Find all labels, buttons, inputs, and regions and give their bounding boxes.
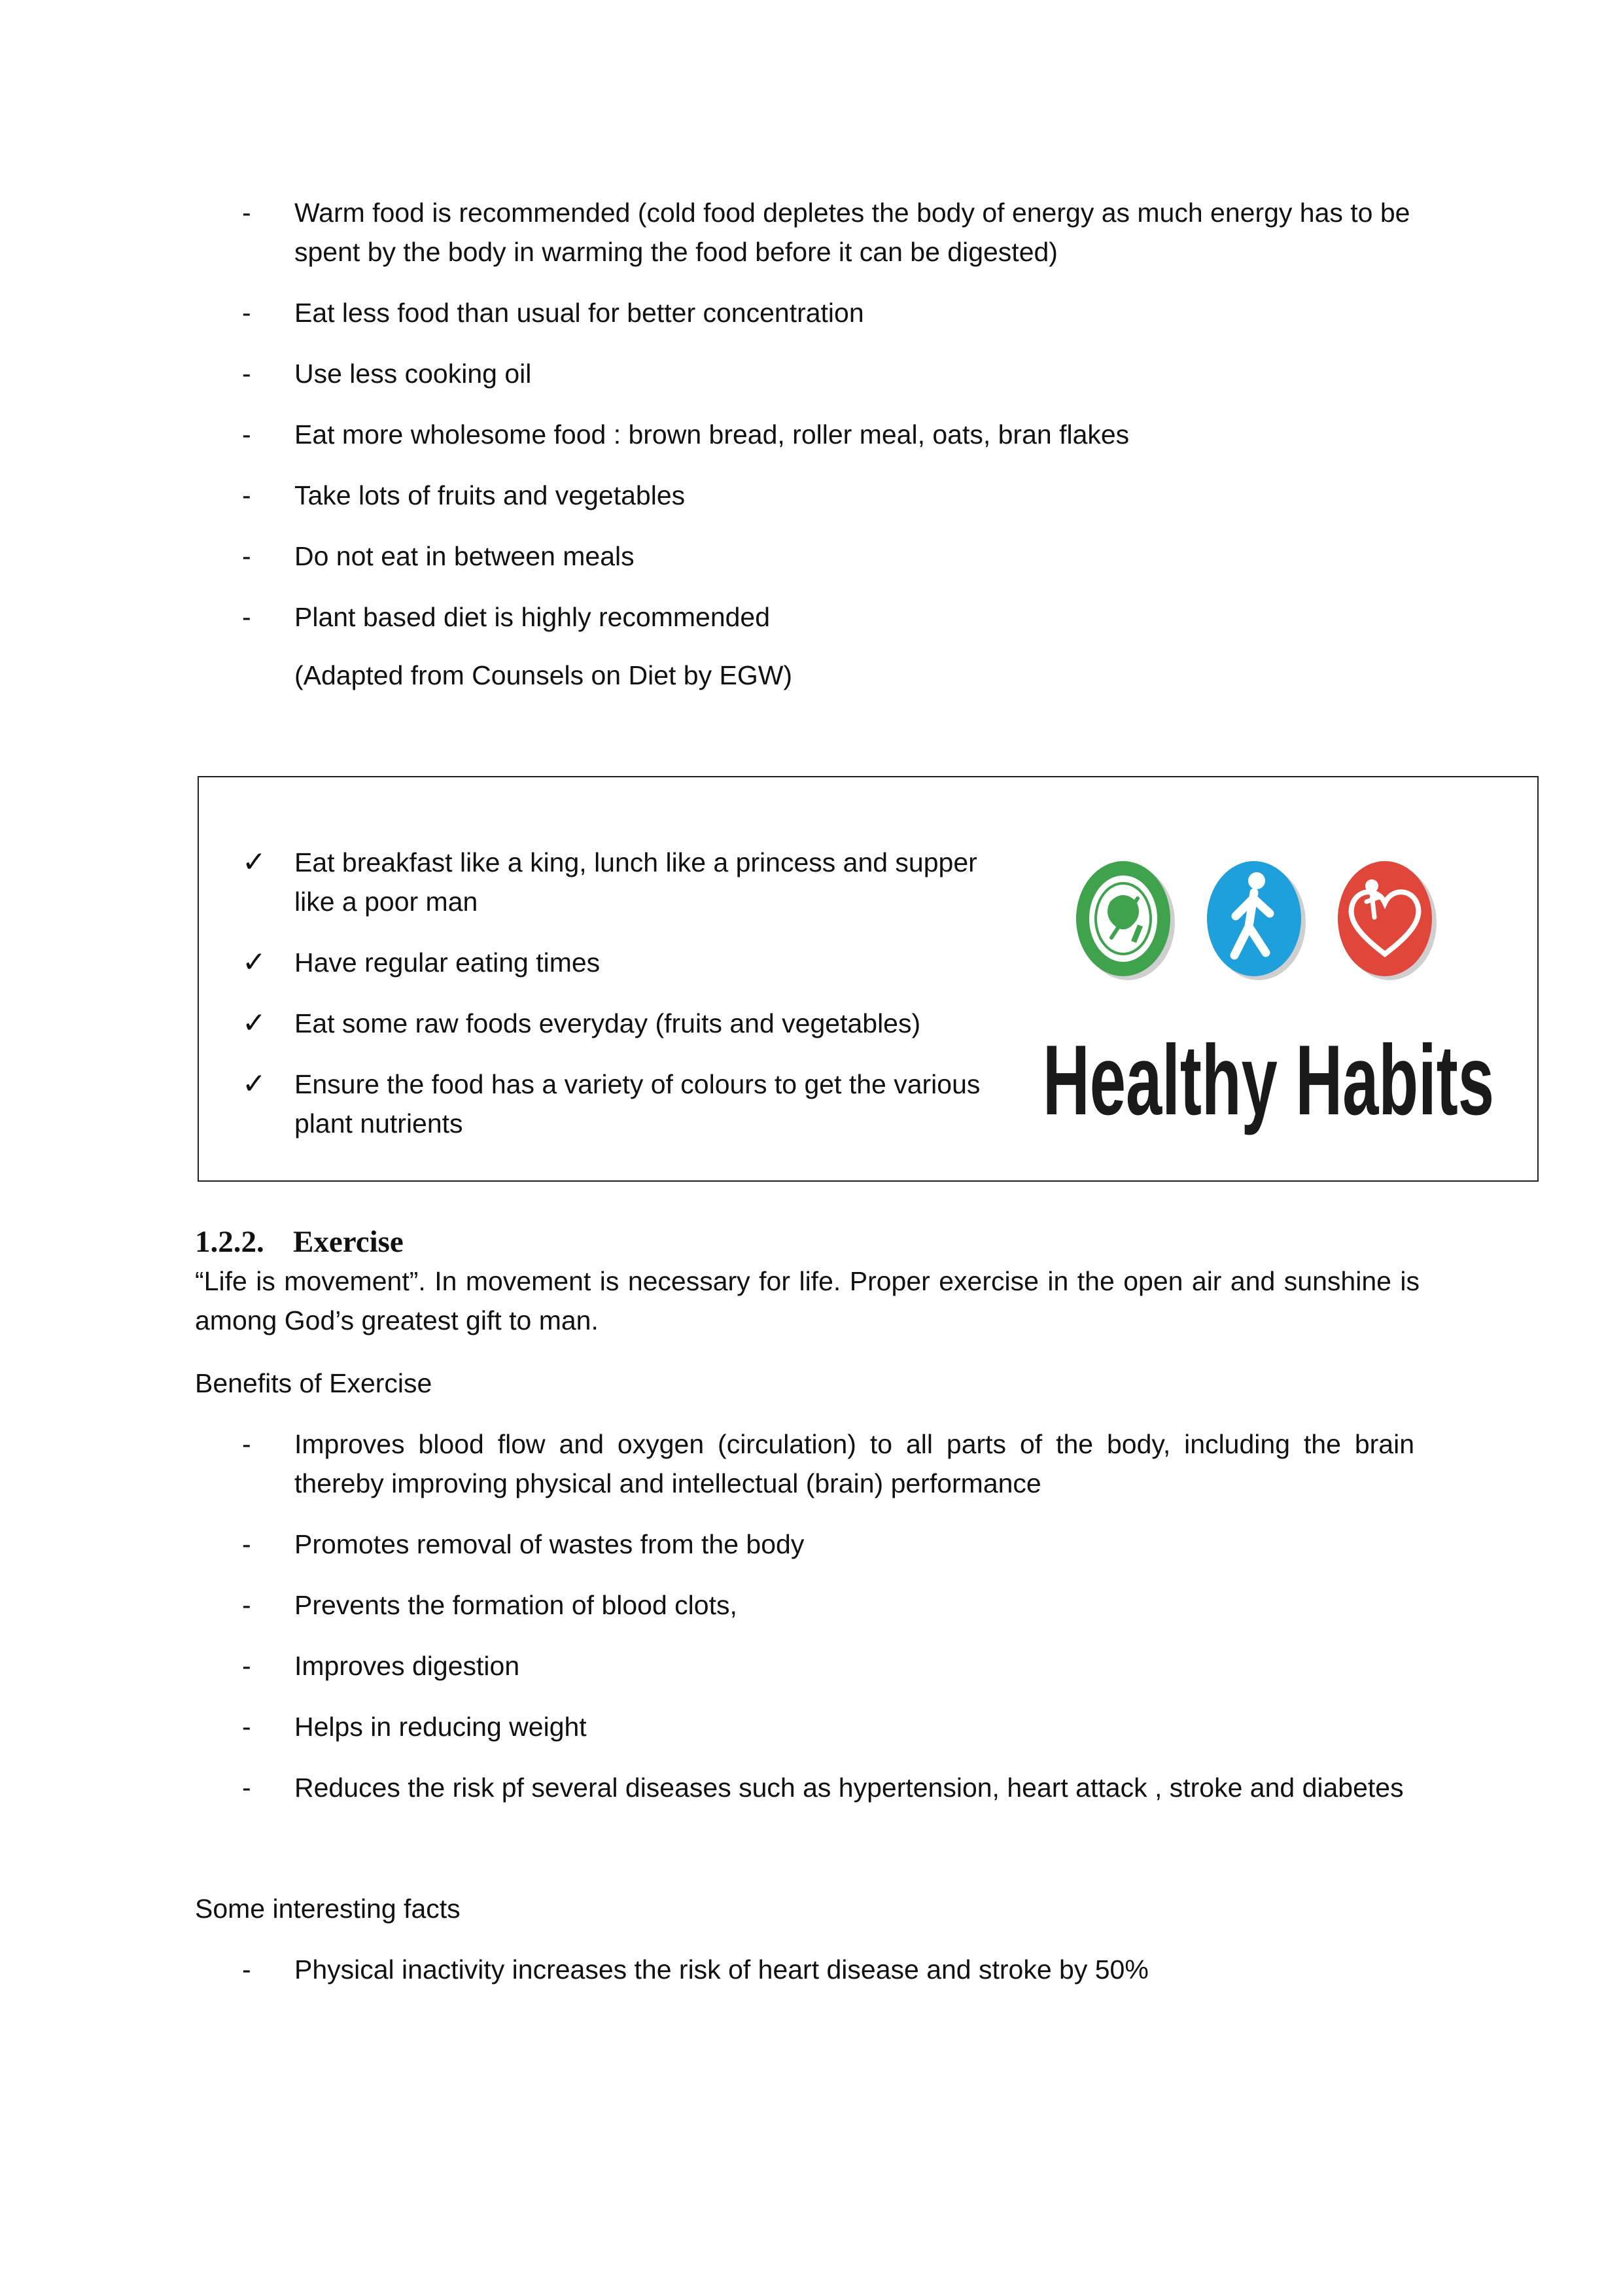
dash-bullet: - [242, 298, 251, 328]
logo-text: Healthy Habits [1043, 1025, 1494, 1136]
diet-list [242, 193, 1414, 716]
check-icon: ✓ [242, 946, 266, 978]
list-item [242, 843, 994, 921]
section-number: 1.2.2. [195, 1225, 264, 1259]
list-item-text: Eat breakfast like a king, lunch like a princess and supper like a poor man [294, 847, 977, 917]
healthy-habits-box [198, 776, 1539, 1182]
list-item [242, 415, 1414, 454]
list-item-text: Physical inactivity increases the risk of heart disease and stroke by 50% [294, 1954, 1149, 1985]
tips-list [242, 843, 994, 1165]
dash-bullet: - [242, 1651, 251, 1681]
list-item [242, 1646, 1414, 1686]
list-item [242, 1424, 1414, 1503]
list-item-text: Promotes removal of wastes from the body [294, 1529, 805, 1559]
healthy-habits-logo [1033, 823, 1504, 1163]
list-item [242, 476, 1414, 515]
list-item-text: Do not eat in between meals [294, 541, 635, 571]
dash-bullet: - [242, 1712, 251, 1742]
list-item-text: Eat more wholesome food : brown bread, roller meal, oats, bran flakes [294, 419, 1130, 450]
check-icon: ✓ [242, 846, 266, 878]
dash-bullet: - [242, 359, 251, 389]
facts-list [242, 1950, 1414, 1989]
list-item-text: Take lots of fruits and vegetables [294, 480, 686, 510]
section-heading [195, 1222, 404, 1262]
list-item-text: Reduces the risk pf several diseases such as hypertension, heart attack , stroke and diabetes [294, 1773, 1404, 1803]
dash-bullet: - [242, 419, 251, 450]
dash-bullet: - [242, 602, 251, 632]
list-item [242, 537, 1414, 576]
heart-icon [1338, 861, 1437, 980]
list-item-text: Eat some raw foods everyday (fruits and vegetables) [294, 1008, 921, 1038]
dash-bullet: - [242, 198, 251, 228]
list-item [242, 943, 994, 982]
list-item-text: Plant based diet is highly recommended [294, 602, 771, 632]
list-item-text: Use less cooking oil [294, 359, 532, 389]
source-note-text: (Adapted from Counsels on Diet by EGW) [294, 660, 793, 690]
benefits-list [242, 1424, 1414, 1829]
list-item [242, 293, 1414, 332]
list-item [242, 354, 1414, 393]
list-item [242, 1707, 1414, 1746]
list-item-text: Prevents the formation of blood clots, [294, 1590, 737, 1620]
check-icon: ✓ [242, 1007, 266, 1039]
list-item-text: Improves blood flow and oxygen (circulation) to all parts of the body, including the brain thereby improving physical and intellectual (brain) performance [294, 1429, 1414, 1498]
list-item [242, 1585, 1414, 1625]
facts-heading: Some interesting facts [195, 1894, 461, 1924]
list-item [242, 1950, 1414, 1989]
dash-bullet: - [242, 1429, 251, 1459]
check-icon: ✓ [242, 1068, 266, 1100]
intro-paragraph: “Life is movement”. In movement is necessary for life. Proper exercise in the open air and sunshine is among God’s greatest gift to man. [195, 1266, 1420, 1335]
list-item-text: Have regular eating times [294, 947, 601, 978]
list-item [242, 1004, 994, 1043]
dash-bullet: - [242, 1590, 251, 1620]
list-item-text: Warm food is recommended (cold food depletes the body of energy as much energy has to be spent by the body in warming the food before it can be digested) [294, 198, 1410, 267]
list-item [242, 193, 1414, 272]
dash-bullet: - [242, 541, 251, 571]
walking-person-icon [1207, 861, 1306, 980]
dash-bullet: - [242, 1773, 251, 1803]
benefits-heading: Benefits of Exercise [195, 1368, 432, 1398]
list-item [242, 597, 1414, 637]
list-item [242, 1768, 1414, 1807]
plate-icon [1076, 861, 1175, 980]
list-item-text: Helps in reducing weight [294, 1712, 587, 1742]
section-title: Exercise [293, 1225, 404, 1259]
dash-bullet: - [242, 480, 251, 510]
list-item [242, 1525, 1414, 1564]
dash-bullet: - [242, 1529, 251, 1559]
source-note [242, 656, 1414, 695]
list-item [242, 1065, 994, 1143]
list-item-text: Eat less food than usual for better concentration [294, 298, 864, 328]
list-item-text: Improves digestion [294, 1651, 520, 1681]
list-item-text: Ensure the food has a variety of colours to get the various plant nutrients [294, 1069, 981, 1139]
dash-bullet: - [242, 1954, 251, 1985]
